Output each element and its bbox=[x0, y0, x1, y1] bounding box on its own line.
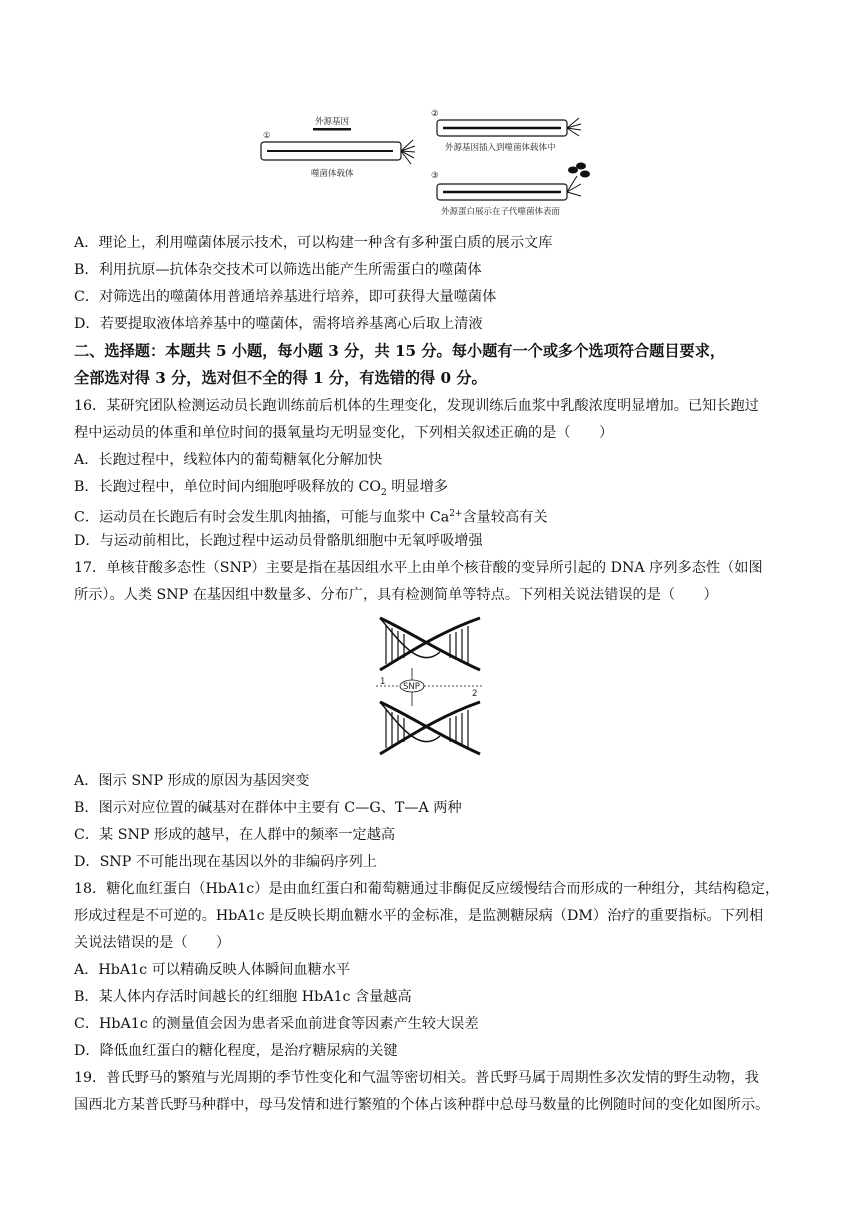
q16-option-b: B．长跑过程中，单位时间内细胞呼吸释放的 $CO_2$ 明显增多 bbox=[74, 479, 448, 498]
q18-stem-line3: 关说法错误的是（ ） bbox=[74, 935, 231, 951]
panel2-caption: 外源基因插入到噬菌体载体中 bbox=[445, 143, 556, 153]
q15-option-d: D．若要提取液体培养基中的噬菌体，需将培养基离心后取上清液 bbox=[74, 316, 483, 332]
figure-number-3: ③ bbox=[431, 171, 439, 181]
q18-option-c: C．HbA1c 的测量值会因为患者采血前进食等因素产生较大误差 bbox=[74, 1016, 479, 1032]
q16-stem-line2: 程中运动员的体重和单位时间的摄氧量均无明显变化，下列相关叙述正确的是（ ） bbox=[74, 425, 614, 441]
q17-option-c: C．某 SNP 形成的越早，在人群中的频率一定越高 bbox=[74, 827, 396, 843]
q15-option-c: C．对筛选出的噬菌体用普通培养基进行培养，即可获得大量噬菌体 bbox=[74, 289, 497, 305]
q18-stem-line2: 形成过程是不可逆的。HbA1c 是反映长期血糖水平的金标准，是监测糖尿病（DM）治疗的重要指标。下列相 bbox=[74, 908, 764, 924]
strand-label-1: 1 bbox=[380, 677, 386, 687]
q17-stem-line1: 17．单核苷酸多态性（SNP）主要是指在基因组水平上由单个核苷酸的变异所引起的 DNA 序列多态性（如图 bbox=[74, 560, 763, 576]
q15-option-b: B．利用抗原—抗体杂交技术可以筛选出能产生所需蛋白的噬菌体 bbox=[74, 262, 482, 278]
snp-label: SNP bbox=[403, 682, 420, 692]
figure-number-1: ① bbox=[263, 131, 271, 141]
displayed-protein-blobs bbox=[568, 163, 590, 178]
q19-stem-line2: 国西北方某普氏野马种群中，母马发情和进行繁殖的个体占该种群中总母马数量的比例随时间的变化如图所示。 bbox=[74, 1097, 770, 1113]
q16-stem-line1: 16．某研究团队检测运动员长跑训练前后机体的生理变化，发现训练后血浆中乳酸浓度明显增加。已知长跑过 bbox=[74, 398, 759, 414]
q18-option-d: D．降低血红蛋白的糖化程度，是治疗糖尿病的关键 bbox=[74, 1043, 398, 1059]
phage-display-figure bbox=[255, 104, 595, 220]
q16-option-c: C．运动员在长跑后有时会发生肌肉抽搐，可能与血浆中 $Ca^{2+}$含量较高有关 bbox=[74, 509, 548, 526]
section2-heading-line2: 全部选对得 3 分，选对但不全的得 1 分，有选错的得 0 分。 bbox=[74, 369, 487, 387]
q15-option-a: A．理论上，利用噬菌体展示技术，可以构建一种含有多种蛋白质的展示文库 bbox=[74, 235, 553, 251]
q19-stem-line1: 19．普氏野马的繁殖与光周期的季节性变化和气温等密切相关。普氏野马属于周期性多次发情的野生动物，我 bbox=[74, 1070, 759, 1086]
section2-heading-line1: 二、选择题：本题共 5 小题，每小题 3 分，共 15 分。每小题有一个或多个选项符合题目要求， bbox=[74, 342, 726, 360]
figure-number-2: ② bbox=[431, 109, 439, 119]
snp-dna-figure bbox=[370, 612, 490, 760]
foreign-gene-label: 外源基因 bbox=[315, 117, 350, 127]
q16-option-d: D．与运动前相比，长跑过程中运动员骨骼肌细胞中无氧呼吸增强 bbox=[74, 533, 483, 549]
q17-option-b: B．图示对应位置的碱基对在群体中主要有 C—G、T—A 两种 bbox=[74, 800, 462, 816]
q17-stem-line2: 所示）。人类 SNP 在基因组中数量多、分布广，具有检测简单等特点。下列相关说法错误的是（ ） bbox=[74, 587, 718, 603]
strand-label-2: 2 bbox=[472, 689, 478, 699]
q16-option-a: A．长跑过程中，线粒体内的葡萄糖氧化分解加快 bbox=[74, 452, 383, 468]
q18-stem-line1: 18．糖化血红蛋白（HbA1c）是由血红蛋白和葡萄糖通过非酶促反应缓慢结合而形成的一种组分，其结构稳定， bbox=[74, 881, 780, 897]
q18-option-a: A．HbA1c 可以精确反映人体瞬间血糖水平 bbox=[74, 962, 351, 978]
foreign-gene-bar bbox=[313, 128, 351, 131]
q17-option-d: D．SNP 不可能出现在基因以外的非编码序列上 bbox=[74, 854, 377, 870]
q17-option-a: A．图示 SNP 形成的原因为基因突变 bbox=[74, 773, 310, 789]
phage-vector-label: 噬菌体载体 bbox=[311, 169, 354, 179]
panel3-caption: 外源蛋白展示在子代噬菌体表面 bbox=[441, 207, 561, 217]
q18-option-b: B．某人体内存活时间越长的红细胞 HbA1c 含量越高 bbox=[74, 989, 412, 1005]
